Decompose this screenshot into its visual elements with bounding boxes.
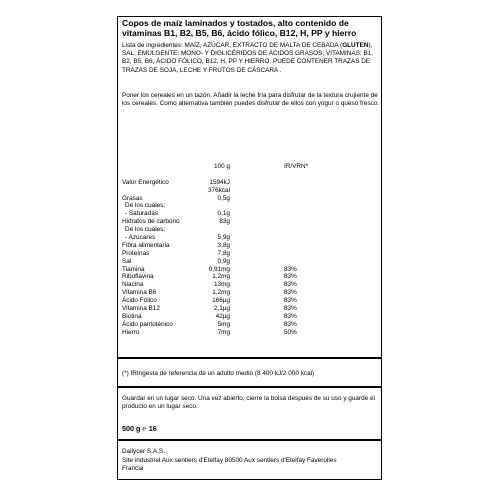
- net-weight: 500 g: [122, 424, 141, 433]
- storage-instructions: Guardar en un lugar seco. Una vez abierto, cierre la bolsa después de su uso y guarde el producto en un lugar seco.: [122, 395, 375, 411]
- estimated-sign-icon: ℮: [142, 424, 147, 433]
- nutrient-ir-percent: 50%: [284, 328, 297, 336]
- nutrition-row: [118, 321, 383, 329]
- nutrition-row: [118, 250, 383, 258]
- nutrient-label: Fibra alimentaria: [122, 241, 170, 249]
- nutrient-value: 1,2mg: [212, 289, 230, 297]
- product-info-panel: [117, 16, 382, 358]
- nutrient-value: 42µg: [215, 312, 230, 320]
- nutrient-ir-percent: 83%: [284, 265, 297, 273]
- ingredients-suffix: ), SAL, EMULGENTE: MONO- Y DIGLICÉRIDOS DE ÁCIDOS GRASOS, VITAMINAS: B1, B2, B5, B6, ÁCIDO FÓLICO, B12, H, PP Y HIERRO. PUEDE CONTENER TRAZAS DE: TRAZAS DE SOJA, LECHE Y FRUTOS DE CÁSCARA .: [122, 42, 374, 74]
- nutrition-row: [118, 179, 383, 187]
- preparation-instructions: Poner los cereales en un tazón. Añadir la leche fría para disfrutar de la textura crujiente de los cereales. Como alternativa también puedes disfrutar de ellos con yogur o queso fresco.: [122, 92, 380, 108]
- nutrient-ir-percent: 83%: [284, 305, 297, 313]
- nutrient-label: Sal: [122, 257, 132, 265]
- nutrition-row: [118, 226, 383, 234]
- ingredients-prefix: Lista de ingredientes: MAÍZ, AZÚCAR, EXTRACTO DE MALTA DE CEBADA (: [122, 42, 343, 49]
- nutrient-label: De los cuáles:: [125, 202, 166, 210]
- nutrient-value: 7mg: [217, 328, 230, 336]
- nutrient-label: Riboflavina: [122, 273, 154, 281]
- nutrient-ir-percent: 83%: [284, 320, 297, 328]
- nutrition-row: [118, 289, 383, 297]
- nutrient-value: 7,8g: [217, 249, 230, 257]
- nutrient-label: Valor Energético: [122, 178, 169, 186]
- nutrient-value: 1,2mg: [212, 273, 230, 281]
- manufacturer-panel: [117, 440, 382, 480]
- manufacturer-address: Site industriel Aux sentiers d'Etelfay 80500 Aux sentiers d'Etelfay Faverolles: [122, 457, 337, 464]
- spacer-row: [118, 171, 383, 179]
- nutrition-row: [118, 313, 383, 321]
- nutrient-label: - Azúcares: [125, 234, 156, 242]
- product-title: Copos de maíz laminados y tostados, alto contenido de vitaminas B1, B2, B5, B6, ácido fólico, B12, H, PP y hierro: [122, 18, 357, 38]
- nutrition-row: [118, 210, 383, 218]
- nutrient-label: Vitamina B6: [122, 289, 157, 297]
- nutrition-row: [118, 329, 383, 337]
- nutrient-label: Proteínas: [122, 249, 150, 257]
- nutrition-row: [118, 297, 383, 305]
- storage-panel: [117, 387, 382, 440]
- nutrition-row: [118, 218, 383, 226]
- nutrient-value: 5mg: [217, 320, 230, 328]
- nutrition-row: [118, 281, 383, 289]
- nutrition-row: [118, 202, 383, 210]
- nutrition-row: [118, 273, 383, 281]
- nutrient-ir-percent: 83%: [284, 289, 297, 297]
- nutrient-label: Hidratos de carbono: [122, 218, 180, 226]
- nutrient-ir-percent: 83%: [284, 273, 297, 281]
- net-weight-row: [122, 424, 157, 433]
- nutrient-value: 166µg: [212, 297, 230, 305]
- nutrition-rows: [118, 179, 383, 337]
- nutrient-label: De los cuáles:: [125, 226, 166, 234]
- nutrient-label: Niacina: [122, 281, 144, 289]
- nutrient-label: Ácido pantoténico: [122, 320, 173, 328]
- net-weight-code: 16: [148, 424, 157, 433]
- nutrition-row: [118, 242, 383, 250]
- nutrient-label: Biotina: [122, 312, 142, 320]
- nutrient-value: 0,5g: [217, 194, 230, 202]
- ir-header: IR/VRN*: [284, 163, 309, 170]
- nutrition-row: [118, 266, 383, 274]
- nutrient-label: Ácido Fólico: [122, 297, 157, 305]
- nutrition-row: [118, 258, 383, 266]
- nutrient-value: 13mg: [214, 281, 230, 289]
- nutrient-value: 3,8g: [217, 241, 230, 249]
- nutrient-label: - Saturadas: [125, 210, 159, 218]
- nutrient-value: 0,91mg: [208, 265, 230, 273]
- manufacturer-name: Dailycer S.A.S.: [122, 448, 165, 455]
- reference-intake-panel: [117, 358, 382, 387]
- manufacturer-country: Francia: [122, 465, 144, 472]
- nutrition-row: [118, 195, 383, 203]
- nutrition-row: [118, 187, 383, 195]
- nutrient-label: Hierro: [122, 328, 140, 336]
- nutrient-value: 5,9g: [217, 234, 230, 242]
- nutrient-value: 0,1g: [217, 210, 230, 218]
- per-100g-header: 100 g: [214, 163, 230, 170]
- nutrient-label: Tiamina: [122, 265, 145, 273]
- nutrient-ir-percent: 83%: [284, 297, 297, 305]
- nutrient-label: Grasas: [122, 194, 143, 202]
- nutrition-table: [118, 163, 383, 337]
- nutrient-value: 2,1µg: [213, 305, 230, 313]
- nutrition-row: [118, 234, 383, 242]
- nutrient-ir-percent: 83%: [284, 312, 297, 320]
- ingredients-list: [122, 42, 380, 75]
- nutrient-ir-percent: 83%: [284, 281, 297, 289]
- allergen-gluten: GLUTEN: [342, 42, 369, 49]
- nutrition-header: [118, 163, 383, 171]
- nutrient-label: Vitamina B12: [122, 305, 160, 313]
- nutrient-value: 1594kJ: [209, 178, 230, 186]
- nutrient-value: 83g: [219, 218, 230, 226]
- nutrient-value: 376kcal: [207, 186, 230, 194]
- reference-note: (*) IRIngesta de referencia de un adulto medio (8 400 kJ/2 000 kcal): [122, 370, 315, 377]
- nutrient-value: 0,9g: [217, 257, 230, 265]
- nutrition-row: [118, 305, 383, 313]
